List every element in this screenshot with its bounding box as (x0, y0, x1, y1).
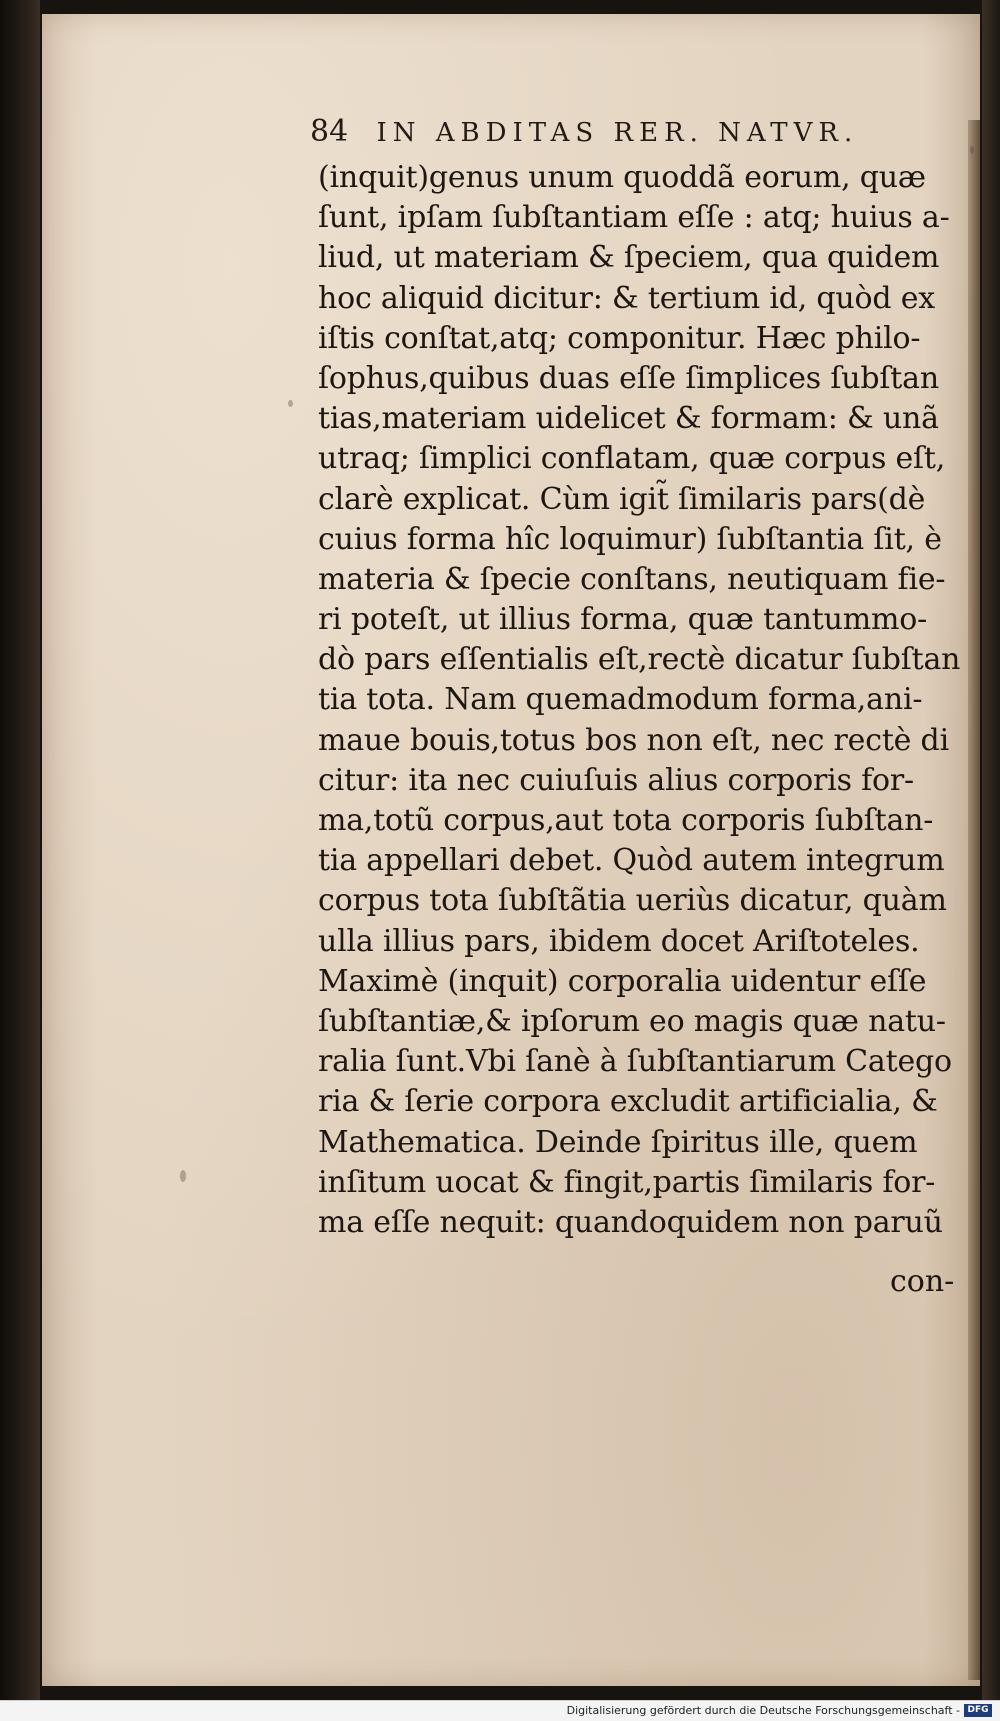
text-line: liud, ut materiam & ſpeciem, qua quidem (318, 240, 940, 276)
text-line: ſubſtantiæ,& ipſorum eo magis quæ natu- (318, 1003, 946, 1039)
text-line: ma eſſe nequit: quandoquidem non paruũ (318, 1204, 943, 1240)
text-line: inſitum uocat & fingit,partis ſimilaris for- (318, 1164, 936, 1200)
dfg-logo: DFG (964, 1704, 992, 1717)
text-line: Mathematica. Deinde ſpiritus ille, quem (318, 1124, 918, 1160)
text-line: ri poteſt, ut illius forma, quæ tantummo- (318, 602, 928, 638)
text-line: clarè explicat. Cùm igit̃ ſimilaris pars(dè (318, 481, 926, 517)
text-line: ſunt, ipſam ſubſtantiam eſſe : atq; huius a- (318, 200, 950, 236)
text-line: dò pars eſſentialis eſt,rectè dicatur ſubſtan (318, 642, 961, 678)
text-line: (inquit)genus unum quoddã eorum, quæ (318, 160, 926, 195)
text-line: maue bouis,totus bos non eſt, nec rectè di (318, 722, 949, 758)
text-line: ma,totũ corpus,aut tota corporis ſubſtan- (318, 803, 934, 838)
ink-speck (180, 1170, 186, 1182)
text-line: iſtis conſtat,atq; componitur. Hæc philo- (318, 320, 921, 356)
ink-speck (970, 146, 974, 154)
page-number: 84 (310, 114, 349, 149)
ink-speck (288, 400, 293, 407)
footer-bar (0, 1700, 1000, 1721)
text-line: utraq; ſimplici conflatam, quæ corpus eſt, (318, 441, 946, 477)
text-line: ria & ſerie corpora excludit artificialia, & (318, 1084, 938, 1120)
text-line: ſophus,quibus duas eſſe ſimplices ſubſtan (318, 360, 939, 396)
text-line: tias,materiam uidelicet & formam: & unã (318, 401, 939, 437)
running-title: IN ABDITAS RER. NATVR. (376, 118, 859, 148)
text-line: materia & ſpecie conſtans, neutiquam fie- (318, 561, 946, 597)
text-line: corpus tota ſubſtãtia ueriùs dicatur, quàm (318, 883, 947, 919)
book-edge-left (0, 0, 40, 1700)
footer-credit: Digitalisierung gefördert durch die Deutsche Forschungsgemeinschaft - (566, 1704, 960, 1717)
book-edge-right (982, 0, 1000, 1700)
text-line: ralia ſunt.Vbi ſanè à ſubſtantiarum Catego (318, 1044, 952, 1080)
text-line: tia appellari debet. Quòd autem integrum (318, 843, 945, 879)
text-line: ulla illius pars, ibidem docet Ariſtoteles. (318, 923, 920, 959)
text-line: Maximè (inquit) corporalia uidentur eſſe (318, 963, 927, 999)
text-line: tia tota. Nam quemadmodum forma,ani- (318, 682, 923, 718)
text-line: citur: ita nec cuiuſuis alius corporis for- (318, 762, 914, 798)
text-line: cuius forma hîc loquimur) ſubſtantia ſit, è (318, 521, 942, 557)
catchword: con- (890, 1264, 955, 1299)
running-head (310, 114, 858, 150)
body-text (318, 158, 970, 1243)
text-line: hoc aliquid dicitur: & tertium id, quòd ex (318, 280, 936, 316)
